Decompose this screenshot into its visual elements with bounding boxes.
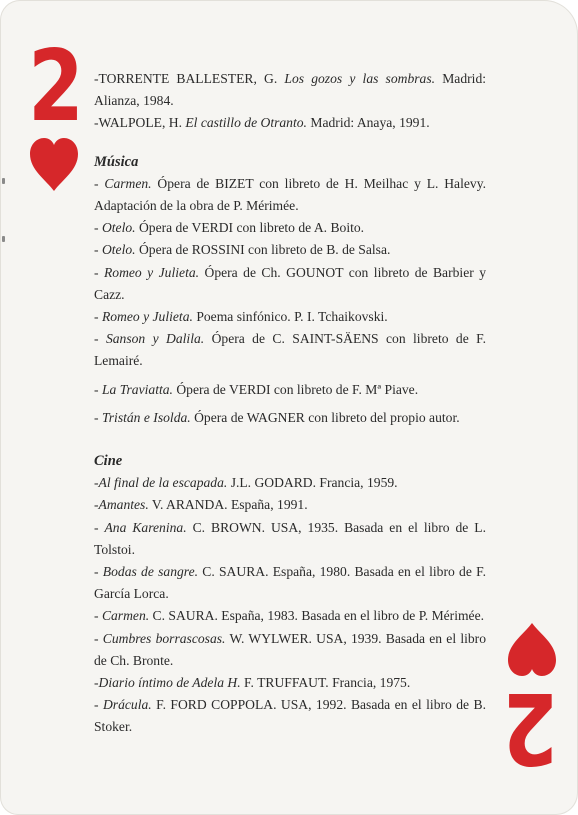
card-rank: 2 <box>28 30 84 144</box>
list-item: -TORRENTE BALLESTER, G. Los gozos y las sombras. Madrid: Alianza, 1984. <box>94 71 487 109</box>
musica-list <box>94 173 486 429</box>
cine-list <box>94 472 486 738</box>
literature-list <box>94 68 486 135</box>
list-item: - Drácula. F. FORD COPPOLA. USA, 1992. Basada en el libro de B. Stoker. <box>94 697 486 735</box>
section-heading-cine: Cine <box>94 453 123 470</box>
list-item: - Sanson y Dalila. Ópera de C. SAINT-SÄENS con libreto de F. Lemairé. <box>94 331 487 369</box>
list-item: -Al final de la escapada. J.L. GODARD. Francia, 1959. <box>94 475 398 491</box>
page-mark <box>2 236 5 242</box>
list-item: - Otelo. Ópera de ROSSINI con libreto de B. de Salsa. <box>94 242 391 258</box>
heart-icon <box>28 136 88 192</box>
page-mark <box>2 178 5 184</box>
list-item: -Amantes. V. ARANDA. España, 1991. <box>94 497 308 513</box>
list-item: - Otelo. Ópera de VERDI con libreto de A. Boito. <box>94 220 365 236</box>
bibliography-content <box>94 68 486 739</box>
list-item: -WALPOLE, H. El castillo de Otranto. Madrid: Anaya, 1991. <box>94 115 430 131</box>
card-corner-top <box>28 30 88 192</box>
list-item: - Romeo y Julieta. Ópera de Ch. GOUNOT con libreto de Barbier y Cazz. <box>94 264 486 302</box>
card-rank-inverted: 2 <box>502 670 558 784</box>
list-item: -Diario íntimo de Adela H. F. TRUFFAUT. Francia, 1975. <box>94 675 411 691</box>
list-item: - Tristán e Isolda. Ópera de WAGNER con libreto del propio autor. <box>94 409 460 425</box>
card-corner-bottom <box>498 622 558 784</box>
list-item: - Cumbres borrascosas. W. WYLWER. USA, 1939. Basada en el libro de Ch. Bronte. <box>94 630 487 668</box>
section-heading-musica: Música <box>94 153 139 170</box>
list-item: - Carmen. Ópera de BIZET con libreto de H. Meilhac y L. Halevy. Adaptación de la obra de P. Mérimée. <box>94 175 487 214</box>
list-item: - Bodas de sangre. C. SAURA. España, 1980. Basada en el libro de F. García Lorca. <box>94 564 486 602</box>
list-item: - Romeo y Julieta. Poema sinfónico. P. I. Tchaikovski. <box>94 309 388 325</box>
list-item: - Carmen. C. SAURA. España, 1983. Basada en el libro de P. Mérimée. <box>94 608 485 624</box>
list-item: - La Traviatta. Ópera de VERDI con libreto de F. Mª Piave. <box>94 381 419 397</box>
list-item: - Ana Karenina. C. BROWN. USA, 1935. Basada en el libro de L. Tolstoi. <box>94 519 486 557</box>
